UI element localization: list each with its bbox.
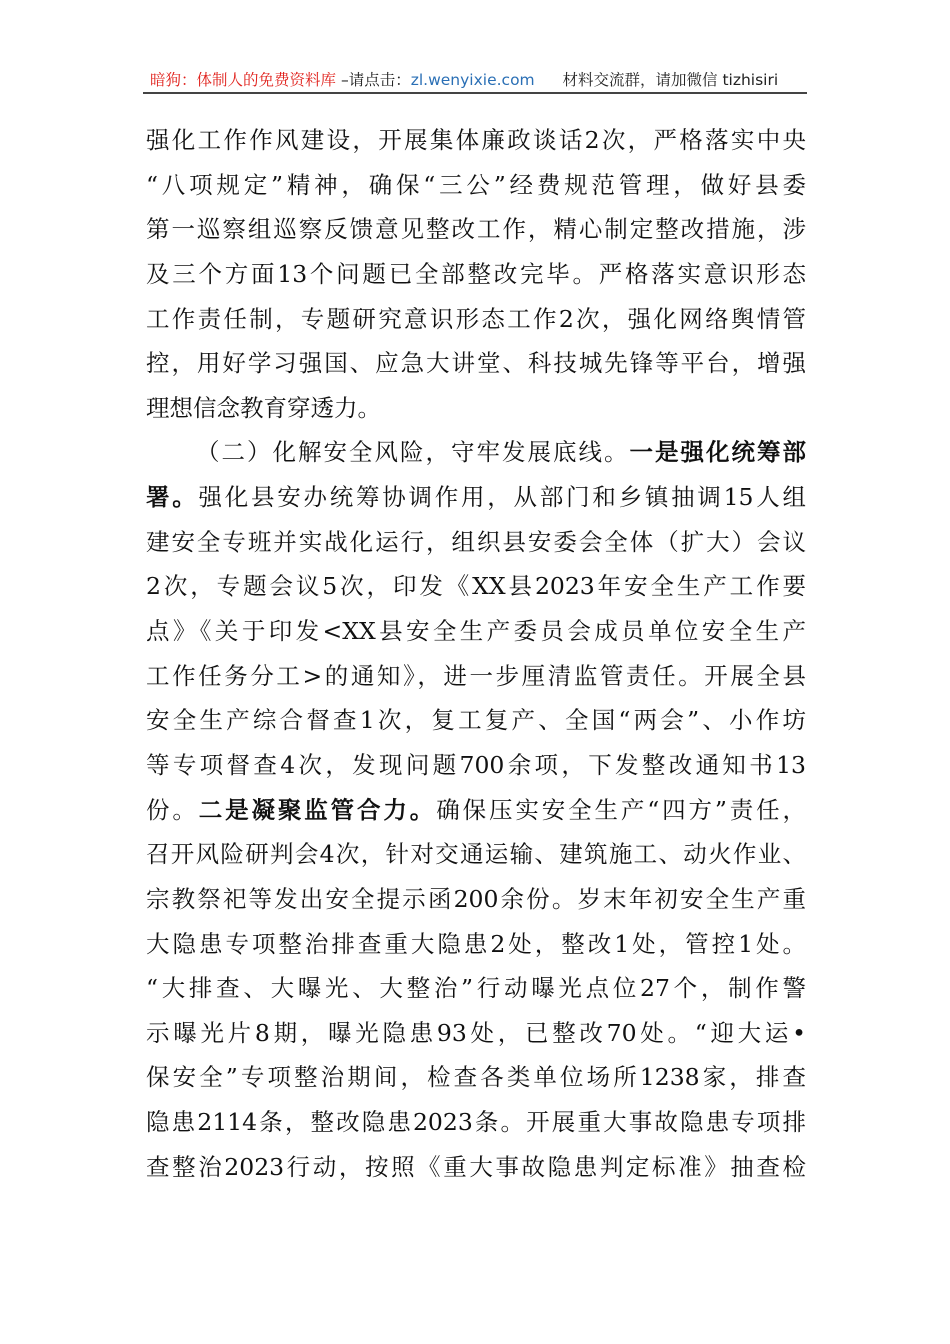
bold-heading-text: 一是强化统筹部 xyxy=(629,438,806,467)
body-text: 份。 xyxy=(146,795,199,824)
group-text: 材料交流群，请加微信 tizhisiri xyxy=(562,71,779,89)
body-text: 隐患2114条，整改隐患2023条。开展重大事故隐患专项排 xyxy=(146,1108,806,1137)
text-line xyxy=(146,1145,806,1190)
text-line xyxy=(146,966,806,1011)
body-text: 大隐患专项整治排查重大隐患2处，整改1处，管控1处。 xyxy=(146,929,806,958)
body-text: 宗教祭祀等发出安全提示函200余份。岁末年初安全生产重 xyxy=(146,884,806,913)
body-text: 控，用好学习强国、应急大讲堂、科技城先锋等平台，增强 xyxy=(146,349,806,378)
body-text: 强化县安办统筹协调作用，从部门和乡镇抽调15人组 xyxy=(198,483,807,512)
text-line xyxy=(146,520,806,565)
text-line xyxy=(146,430,806,475)
body-text: 工作任务分工>的通知》，进一步厘清监管责任。开展全县 xyxy=(146,661,806,690)
bold-heading-text: 署。 xyxy=(146,483,199,512)
body-text: 建安全专班并实战化运行，组织县安委会全体（扩大）会议 xyxy=(146,527,806,556)
body-text: （二）化解安全风险，守牢发展底线。 xyxy=(196,438,630,467)
text-line xyxy=(146,743,806,788)
text-line xyxy=(146,877,806,922)
body-text: 查整治2023行动，按照《重大事故隐患判定标准》抽查检 xyxy=(146,1152,806,1181)
text-line xyxy=(146,922,806,967)
text-line xyxy=(146,341,806,386)
text-line xyxy=(146,386,806,431)
body-text: 及三个方面13个问题已全部整改完毕。严格落实意识形态 xyxy=(146,259,806,288)
text-line xyxy=(146,163,806,208)
text-line xyxy=(146,698,806,743)
text-line xyxy=(146,207,806,252)
body-text: 安全生产综合督查1次，复工复产、全国“两会”、小作坊 xyxy=(146,706,806,735)
site-link[interactable]: zl.wenyixie.com xyxy=(410,71,535,89)
body-text: “八项规定”精神，确保“三公”经费规范管理，做好县委 xyxy=(146,170,806,199)
body-text: 等专项督查4次，发现问题700余项，下发整改通知书13 xyxy=(146,750,806,779)
body-text: 点》《关于印发<XX县安全生产委员会成员单位安全生产 xyxy=(146,617,806,646)
text-line xyxy=(146,1100,806,1145)
body-text: 第一巡察组巡察反馈意见整改工作，精心制定整改措施，涉 xyxy=(146,215,806,244)
click-prompt: –请点击： xyxy=(340,71,411,89)
text-line xyxy=(146,1055,806,1100)
body-text: 2次，专题会议5次，印发《XX县2023年安全生产工作要 xyxy=(146,572,806,601)
text-line xyxy=(146,118,806,163)
site-name: 暗狗：体制人的免费资料库 xyxy=(150,71,337,89)
text-line xyxy=(146,832,806,877)
text-line xyxy=(146,1011,806,1056)
text-line xyxy=(146,788,806,833)
bold-heading-text: 二是凝聚监管合力。 xyxy=(198,795,437,824)
body-text: 召开风险研判会4次，针对交通运输、建筑施工、动火作业、 xyxy=(146,840,806,869)
text-line xyxy=(146,475,806,520)
header-divider xyxy=(143,92,807,94)
body-text: 确保压实安全生产“四方”责任， xyxy=(436,795,807,824)
text-line xyxy=(146,564,806,609)
body-text: 强化工作作风建设，开展集体廉政谈话2次，严格落实中央 xyxy=(146,126,806,154)
text-line xyxy=(146,609,806,654)
body-text: 示曝光片8期，曝光隐患93处，已整改70处。“迎大运• xyxy=(146,1018,806,1047)
body-text: 保安全”专项整治期间，检查各类单位场所1238家，排查 xyxy=(146,1063,806,1092)
page-header xyxy=(150,68,800,90)
text-line xyxy=(146,252,806,297)
body-text: “大排查、大曝光、大整治”行动曝光点位27个，制作警 xyxy=(146,974,806,1003)
document-body xyxy=(146,118,806,1189)
text-line xyxy=(146,654,806,699)
body-text: 工作责任制，专题研究意识形态工作2次，强化网络舆情管 xyxy=(146,304,806,333)
body-text: 理想信念教育穿透力。 xyxy=(146,393,381,422)
text-line xyxy=(146,297,806,342)
